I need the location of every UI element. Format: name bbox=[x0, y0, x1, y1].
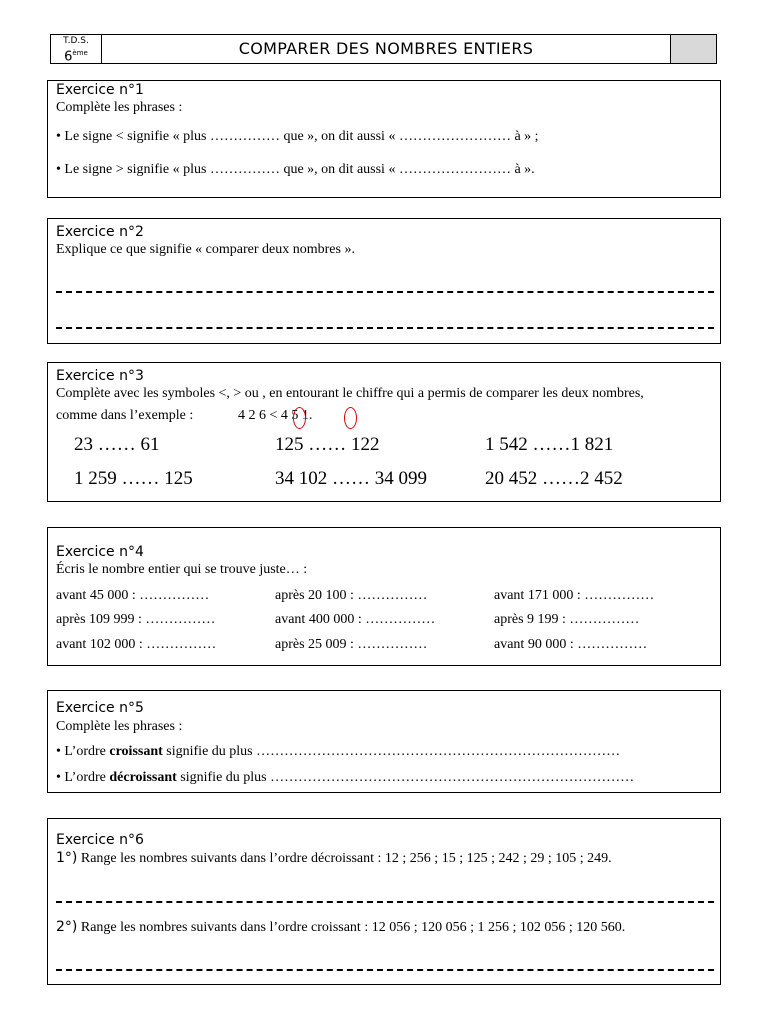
number-item: avant 400 000 : …………… bbox=[275, 612, 436, 627]
exercise-title: Exercice n°4 bbox=[56, 544, 144, 560]
comparison-item: 1 542 ……1 821 bbox=[485, 434, 614, 455]
answer-line bbox=[56, 969, 714, 971]
tds-label: T.D.S. bbox=[63, 36, 89, 46]
number-item: avant 171 000 : …………… bbox=[494, 588, 655, 603]
question-2: 2°) Range les nombres suivants dans l’ordre croissant : 12 056 ; 120 056 ; 1 256 ; 102 056 ; 120 560. bbox=[56, 919, 626, 935]
sentence-decroissant: • L’ordre décroissant signifie du plus …………………………………………………………………… bbox=[56, 770, 635, 785]
comparison-item: 125 …… 122 bbox=[275, 434, 380, 455]
exercise-2 bbox=[47, 218, 721, 344]
instruction: Complète les phrases : bbox=[56, 719, 183, 734]
page-header bbox=[50, 34, 717, 64]
instruction: Complète les phrases : bbox=[56, 100, 183, 115]
number-item: avant 45 000 : …………… bbox=[56, 588, 210, 603]
exercise-title: Exercice n°5 bbox=[56, 700, 144, 716]
header-grey-cell bbox=[670, 35, 716, 63]
instruction: Écris le nombre entier qui se trouve juste… : bbox=[56, 562, 308, 577]
example-comparison: 4 2 6 < 4 5 1. bbox=[238, 408, 313, 423]
exercise-1 bbox=[47, 80, 721, 198]
instruction-example-intro: comme dans l’exemple : bbox=[56, 408, 194, 423]
red-circle-annotation bbox=[293, 407, 306, 429]
sentence-less-than: • Le signe < signifie « plus …………… que », on dit aussi « …………………… à » ; bbox=[56, 129, 539, 144]
number-item: avant 90 000 : …………… bbox=[494, 637, 648, 652]
number-item: après 109 999 : …………… bbox=[56, 612, 216, 627]
page-title: COMPARER DES NOMBRES ENTIERS bbox=[238, 39, 534, 58]
exercise-5 bbox=[47, 690, 721, 793]
exercise-4 bbox=[47, 527, 721, 666]
comparison-item: 1 259 …… 125 bbox=[74, 468, 193, 489]
sentence-greater-than: • Le signe > signifie « plus …………… que », on dit aussi « …………………… à ». bbox=[56, 162, 535, 177]
answer-line bbox=[56, 291, 714, 293]
exercise-title: Exercice n°1 bbox=[56, 82, 144, 98]
comparison-item: 23 …… 61 bbox=[74, 434, 160, 455]
number-item: avant 102 000 : …………… bbox=[56, 637, 217, 652]
answer-line bbox=[56, 901, 714, 903]
answer-line bbox=[56, 327, 714, 329]
exercise-title: Exercice n°3 bbox=[56, 368, 144, 384]
exercise-title: Exercice n°2 bbox=[56, 224, 144, 240]
instruction: Explique ce que signifie « comparer deux nombres ». bbox=[56, 242, 355, 257]
class-level-cell bbox=[51, 35, 102, 63]
number-item: après 20 100 : …………… bbox=[275, 588, 428, 603]
level-label: 6ème bbox=[64, 49, 88, 65]
exercise-6 bbox=[47, 818, 721, 985]
comparison-item: 34 102 …… 34 099 bbox=[275, 468, 427, 489]
exercise-title: Exercice n°6 bbox=[56, 832, 144, 848]
number-item: après 25 009 : …………… bbox=[275, 637, 428, 652]
comparison-item: 20 452 ……2 452 bbox=[485, 468, 623, 489]
instruction: Complète avec les symboles <, > ou , en entourant le chiffre qui a permis de comparer les deux nombres, bbox=[56, 386, 644, 401]
sentence-croissant: • L’ordre croissant signifie du plus …………………………………………………………………… bbox=[56, 744, 621, 759]
red-circle-annotation bbox=[344, 407, 357, 429]
number-item: après 9 199 : …………… bbox=[494, 612, 640, 627]
exercise-3 bbox=[47, 362, 721, 502]
question-1: 1°) Range les nombres suivants dans l’ordre décroissant : 12 ; 256 ; 15 ; 125 ; 242 ; 29 ; 105 ; 249. bbox=[56, 850, 612, 866]
